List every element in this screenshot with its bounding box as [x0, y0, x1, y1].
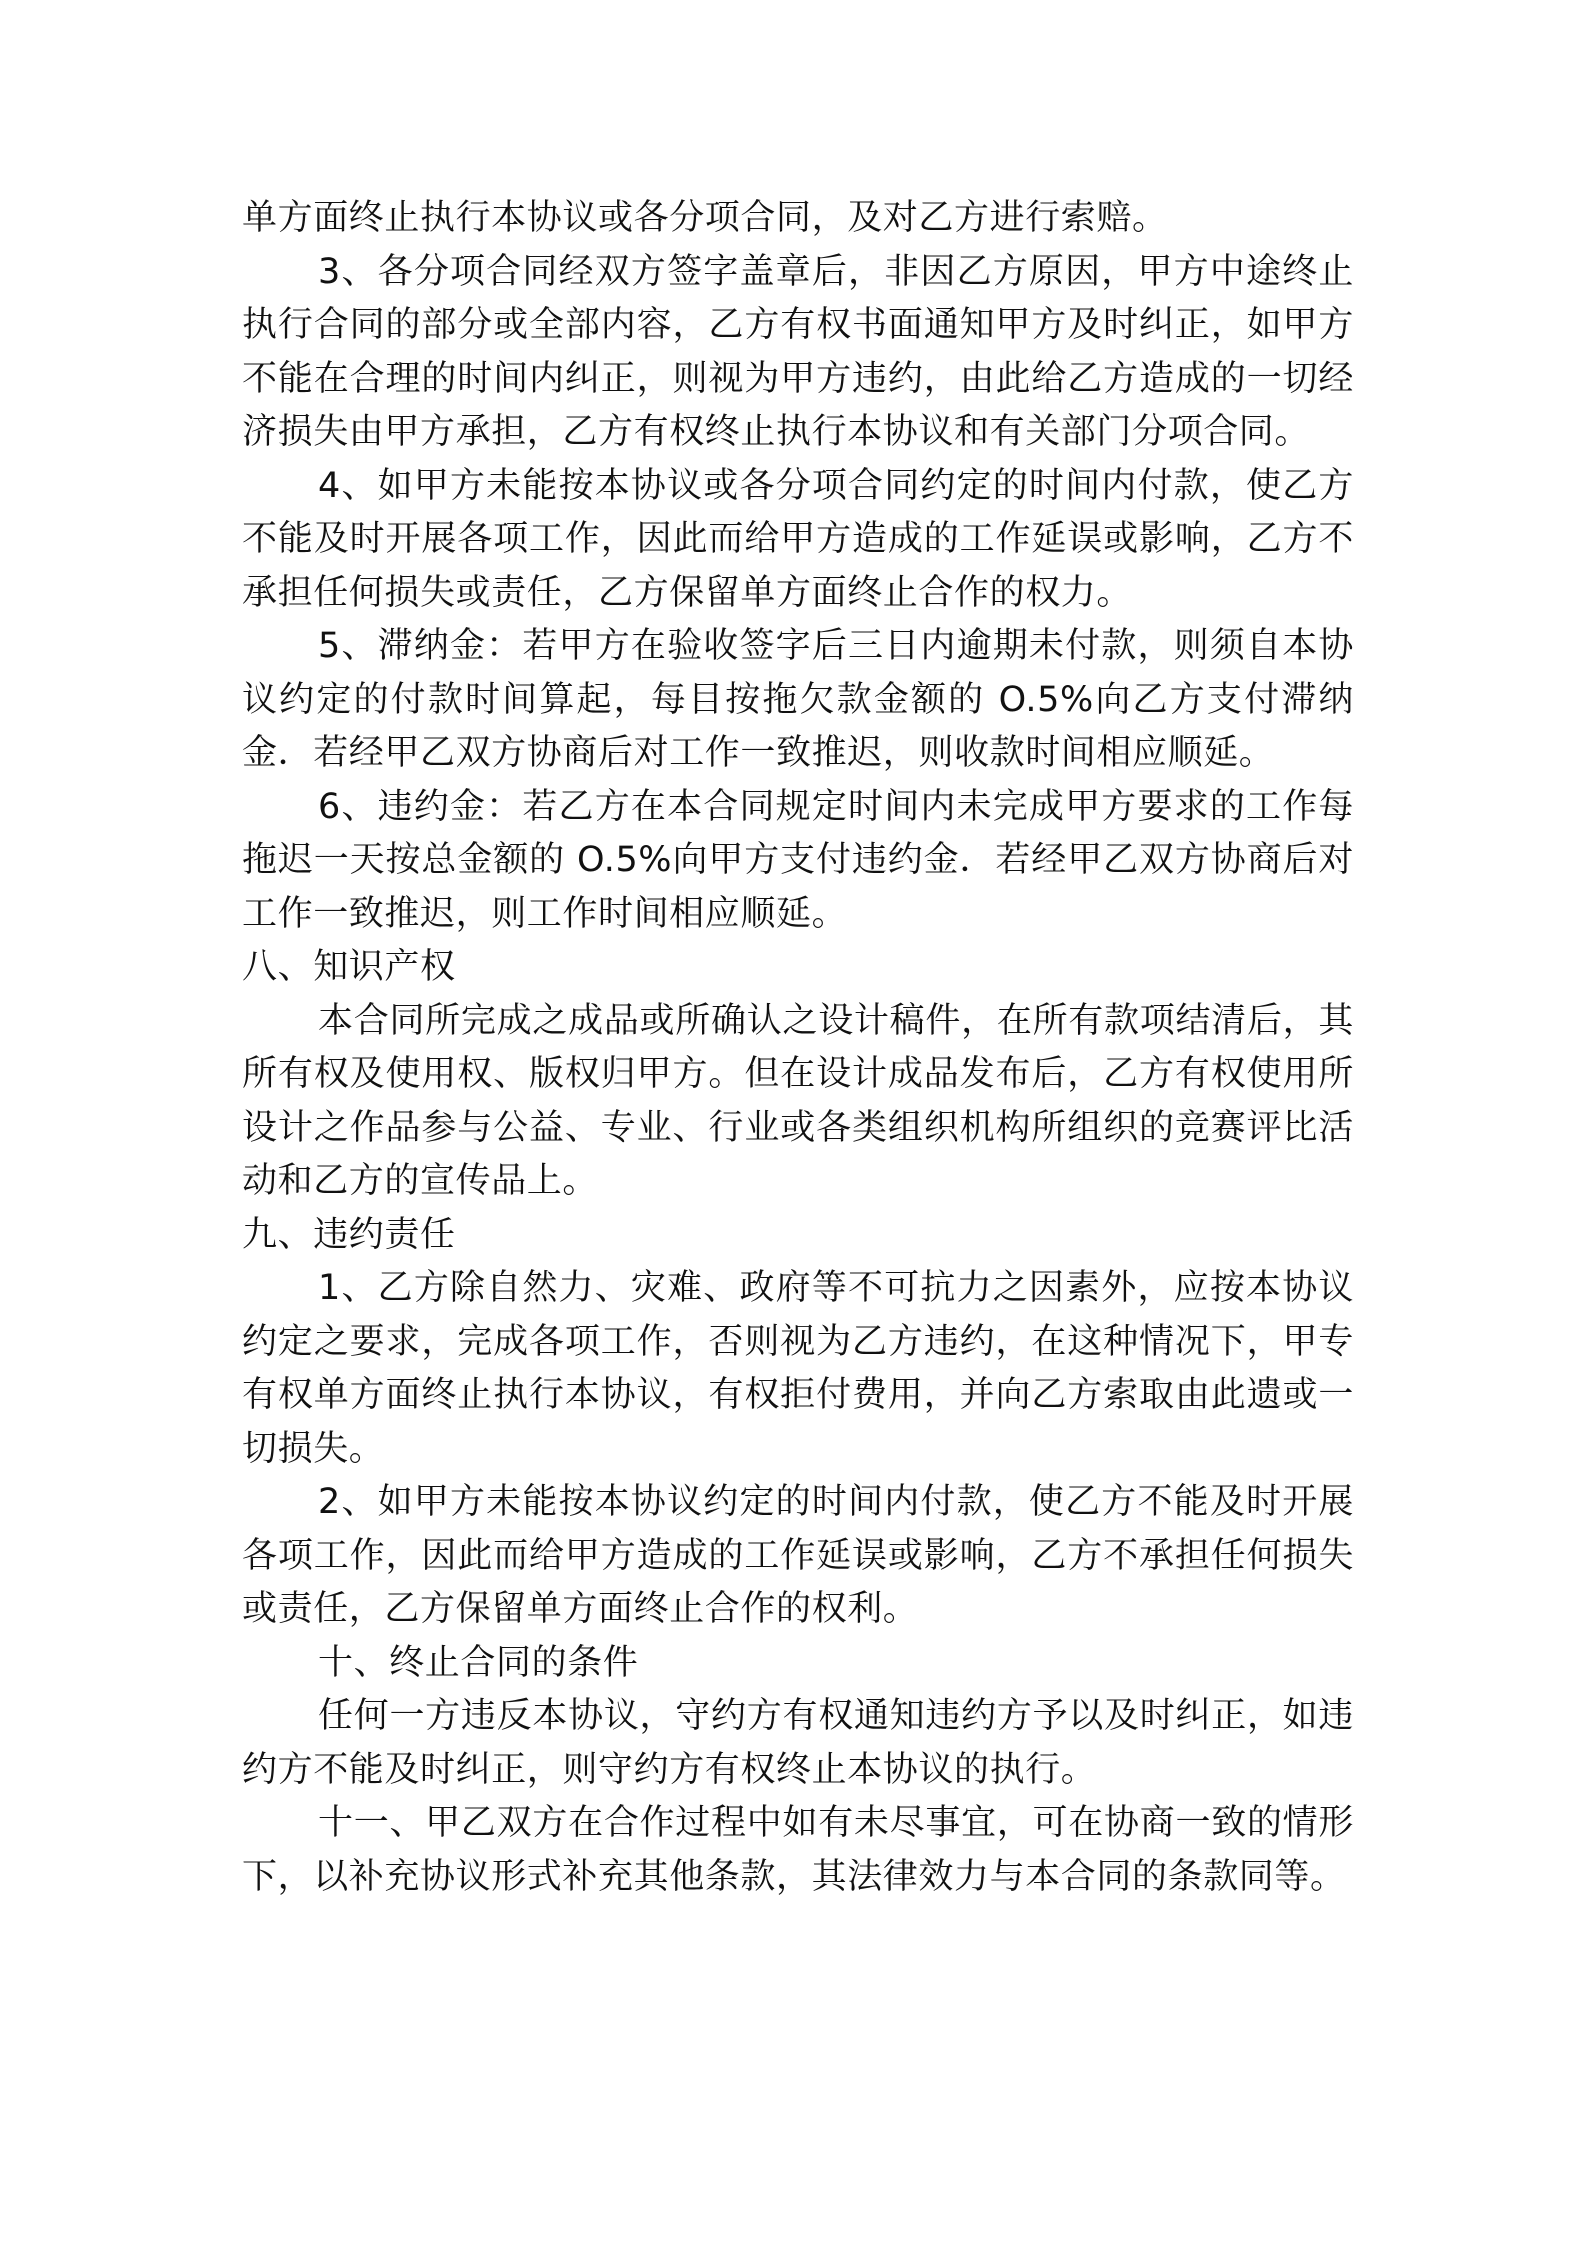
paragraph-clause-3: 3、各分项合同经双方签字盖章后，非因乙方原因，甲方中途终止执行合同的部分或全部内容，乙方有权书面通知甲方及时纠正，如甲方不能在合理的时间内纠正，则视为甲方违约，由此给乙方造成的一切经济损失由甲方承担，乙方有权终止执行本协议和有关部门分项合同。: [242, 251, 1354, 452]
paragraph-termination-conditions: 任何一方违反本协议，守约方有权通知违约方予以及时纠正，如违约方不能及时纠正，则守约方有权终止本协议的执行。: [242, 1696, 1354, 1790]
paragraph-clause-6-penalty: 6、违约金：若乙方在本合同规定时间内未完成甲方要求的工作每拖迟一天按总金额的 O.5%向甲方支付违约金．若经甲乙双方协商后对工作一致推迟，则工作时间相应顺延。: [242, 786, 1354, 934]
paragraph-clause-4: 4、如甲方未能按本协议或各分项合同约定的时间内付款，使乙方不能及时开展各项工作，因此而给甲方造成的工作延误或影响，乙方不承担任何损失或责任，乙方保留单方面终止合作的权力。: [242, 465, 1354, 613]
paragraph-intellectual-property: 本合同所完成之成品或所确认之设计稿件，在所有款项结清后，其所有权及使用权、版权归甲方。但在设计成品发布后，乙方有权使用所设计之作品参与公益、专业、行业或各类组织机构所组织的竞赛评比活动和乙方的宣传品上。: [242, 1000, 1354, 1201]
paragraph-liability-2: 2、如甲方未能按本协议约定的时间内付款，使乙方不能及时开展各项工作，因此而给甲方造成的工作延误或影响，乙方不承担任何损失或责任，乙方保留单方面终止合作的权利。: [242, 1482, 1354, 1629]
paragraph-termination-claim: 单方面终止执行本协议或各分项合同，及对乙方进行索赔。: [242, 198, 1168, 238]
section-heading-termination-conditions: 十、终止合同的条件: [318, 1642, 639, 1683]
document-body: [242, 192, 1354, 1904]
section-heading-breach-liability: 九、违约责任: [242, 1214, 456, 1255]
section-heading-intellectual-property: 八、知识产权: [242, 947, 456, 987]
paragraph-liability-1: 1、乙方除自然力、灾难、政府等不可抗力之因素外，应按本协议约定之要求，完成各项工作，否则视为乙方违约，在这种情况下，甲专有权单方面终止执行本协议，有权拒付费用，并向乙方索取由此遗或一切损失。: [242, 1268, 1354, 1469]
paragraph-clause-5-late-fee: 5、滞纳金：若甲方在验收签字后三日内逾期未付款，则须自本协议约定的付款时间算起，每目按拖欠款金额的 O.5%向乙方支付滞纳金．若经甲乙双方协商后对工作一致推迟，则收款时间相应顺延。: [242, 626, 1354, 773]
paragraph-clause-11-supplement: 十一、甲乙双方在合作过程中如有未尽事宜，可在协商一致的情形下，以补充协议形式补充其他条款，其法律效力与本合同的条款同等。: [242, 1803, 1354, 1897]
